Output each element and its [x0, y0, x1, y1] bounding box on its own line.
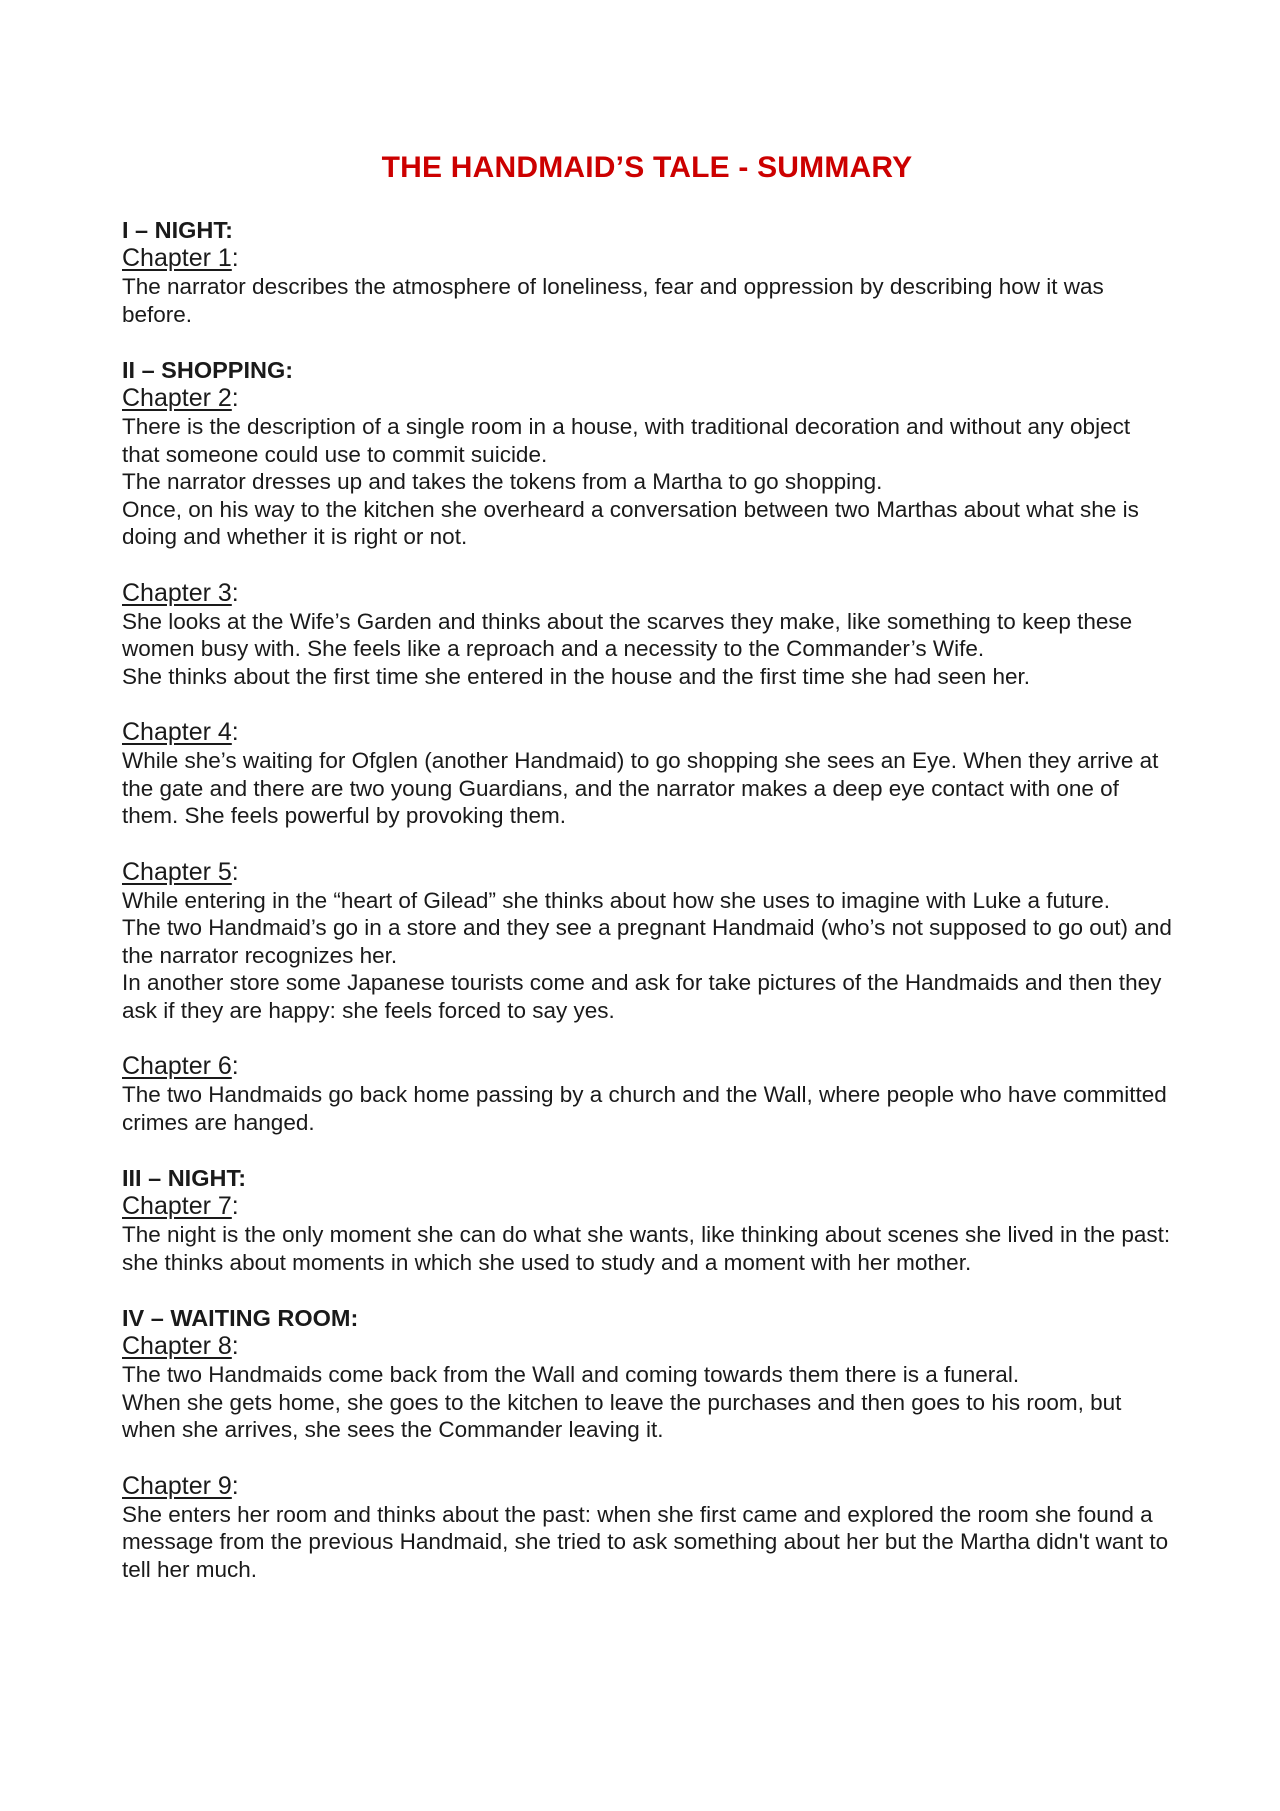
paragraph: The night is the only moment she can do what she wants, like thinking about scenes she lived in the past: she thinks about moments in which she used to study and a moment with her mother. [122, 1222, 1171, 1275]
chapter-label: Chapter 6: [122, 1052, 239, 1080]
chapter-label: Chapter 2: [122, 384, 239, 412]
chapter-label: Chapter 7: [122, 1192, 239, 1220]
section-heading: II – SHOPPING: [122, 357, 294, 383]
chapter-4 [122, 718, 1172, 830]
paragraph: The two Handmaids come back from the Wall and coming towards them there is a funeral. [122, 1362, 1020, 1387]
chapter-label: Chapter 9: [122, 1471, 239, 1500]
chapter-9 [122, 1472, 1172, 1584]
paragraph: The narrator dresses up and takes the tokens from a Martha to go shopping. [122, 469, 883, 494]
paragraph: When she gets home, she goes to the kitchen to leave the purchases and then goes to his room, but when she arrives, she sees the Commander leaving it. [122, 1389, 1122, 1442]
paragraph: She enters her room and thinks about the past: when she first came and explored the room she found a message from the previous Handmaid, she tried to ask something about her but the Martha didn't want to tell her much. [122, 1501, 1169, 1582]
section-heading: III – NIGHT: [122, 1165, 247, 1191]
paragraph: Once, on his way to the kitchen she overheard a conversation between two Marthas about what she is doing and whether it is right or not. [122, 496, 1139, 549]
chapter-title: Chapter 7 [122, 1192, 232, 1220]
document-page [122, 150, 1172, 1611]
chapter-title: Chapter 3 [122, 578, 232, 607]
chapter-2 [122, 384, 1172, 551]
paragraph: She looks at the Wife’s Garden and thinks about the scarves they make, like something to keep these women busy with. She feels like a reproach and a necessity to the Commander’s Wife. [122, 608, 1133, 661]
chapter-title: Chapter 9 [122, 1471, 232, 1500]
chapter-label: Chapter 4: [122, 718, 239, 746]
chapter-8 [122, 1332, 1172, 1444]
paragraph: The two Handmaids go back home passing by a church and the Wall, where people who have committed crimes are hanged. [122, 1082, 1167, 1135]
chapter-title: Chapter 6 [122, 1052, 232, 1080]
paragraph: She thinks about the first time she entered in the house and the first time she had seen her. [122, 663, 1031, 689]
chapter-label: Chapter 1: [122, 244, 239, 272]
chapter-3 [122, 579, 1172, 691]
chapter-6 [122, 1052, 1172, 1136]
section-2 [122, 356, 1172, 1136]
section-1 [122, 216, 1172, 328]
paragraph: There is the description of a single room in a house, with traditional decoration and without any object that someone could use to commit suicide. [122, 414, 1131, 467]
paragraph: The narrator describes the atmosphere of loneliness, fear and oppression by describing how it was before. [122, 274, 1104, 327]
chapter-title: Chapter 1 [122, 244, 232, 272]
chapter-7 [122, 1192, 1172, 1276]
document-title: THE HANDMAID’S TALE - SUMMARY [381, 151, 913, 184]
chapter-label: Chapter 8: [122, 1332, 239, 1360]
paragraph: In another store some Japanese tourists come and ask for take pictures of the Handmaids and then they ask if they are happy: she feels forced to say yes. [122, 970, 1162, 1023]
chapter-title: Chapter 5 [122, 857, 232, 886]
chapter-label: Chapter 5: [122, 857, 239, 886]
section-3 [122, 1164, 1172, 1276]
chapter-5 [122, 858, 1172, 1025]
paragraph: The two Handmaid’s go in a store and they see a pregnant Handmaid (who’s not supposed to go out) and the narrator recognizes her. [122, 915, 1172, 968]
chapter-label: Chapter 3: [122, 578, 239, 607]
chapter-title: Chapter 8 [122, 1332, 232, 1360]
paragraph: While she’s waiting for Ofglen (another Handmaid) to go shopping she sees an Eye. When they arrive at the gate and there are two young Guardians, and the narrator makes a deep eye contact with one of them. She feels powerful by provoking them. [122, 748, 1159, 828]
chapter-title: Chapter 4 [122, 718, 232, 746]
chapter-title: Chapter 2 [122, 384, 232, 412]
paragraph: While entering in the “heart of Gilead” she thinks about how she uses to imagine with Luke a future. [122, 887, 1111, 913]
section-4 [122, 1304, 1172, 1583]
section-heading: I – NIGHT: [122, 217, 233, 243]
section-heading: IV – WAITING ROOM: [122, 1305, 359, 1331]
chapter-1 [122, 244, 1172, 328]
